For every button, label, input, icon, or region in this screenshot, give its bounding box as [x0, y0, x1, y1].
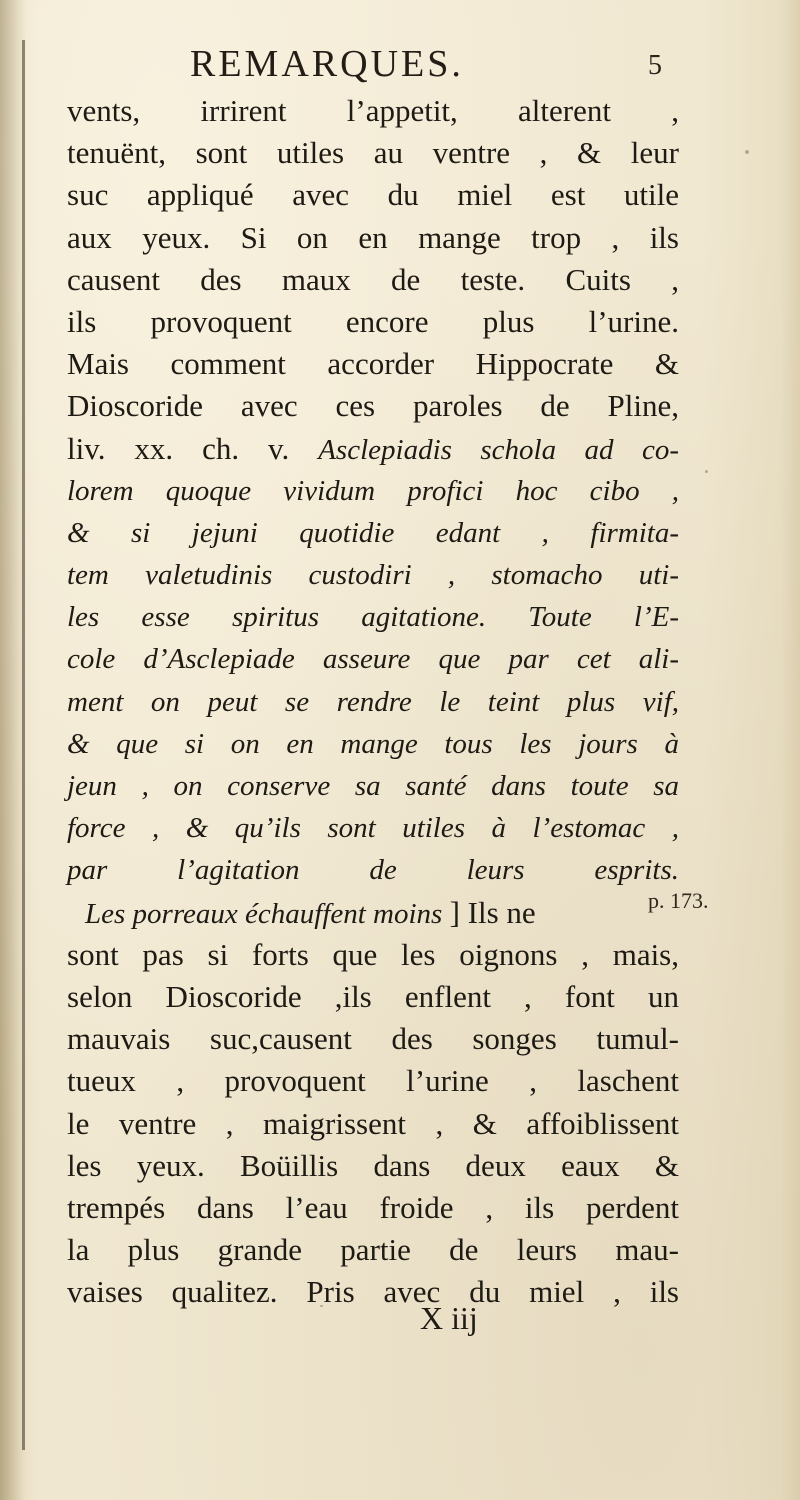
text-line: jeun , on conserve sa santé dans toute sa	[67, 770, 679, 802]
text-line: ment on peut se rendre le teint plus vif,	[67, 685, 679, 718]
paper-speck	[705, 470, 708, 473]
text-line: suc appliqué avec du miel est utile	[67, 177, 679, 213]
roman-segment: ] Ils ne	[449, 894, 536, 930]
body-text	[67, 90, 679, 1313]
text-line: vents, irrirent l’appetit, alterent ,	[67, 93, 679, 128]
text-line: selon Dioscoride ,ils enflent , font un	[67, 978, 679, 1014]
text-line: tueux , provoquent l’urine , laschent	[67, 1063, 679, 1099]
text-line: Dioscoride avec ces paroles de Pline,	[67, 388, 679, 424]
text-line: par l’agitation de leurs esprits.	[67, 854, 679, 887]
marginal-note: p. 173.	[648, 888, 709, 913]
text-line: les yeux. Boüillis dans deux eaux &	[67, 1147, 679, 1183]
text-line: cole d’Asclepiade asseure que par cet ali-	[67, 643, 679, 676]
text-line: Mais comment accorder Hippocrate &	[67, 346, 679, 382]
text-line: lorem quoque vividum profici hoc cibo ,	[67, 474, 679, 507]
roman-segment: liv. xx. ch. v.	[67, 430, 319, 466]
running-head: REMARQUES.	[190, 43, 464, 85]
text-line: tenuënt, sont utiles au ventre , & leur	[67, 135, 679, 171]
text-line: vaises qualitez. Pris avec du miel , ils	[67, 1274, 679, 1310]
paper-speck	[745, 150, 749, 154]
page-number: 5	[648, 50, 662, 81]
text-line: & si jejuni quotidie edant , firmita-	[67, 516, 679, 549]
text-line: les esse spiritus agitatione. Toute l’E-	[67, 601, 679, 634]
page-header	[0, 42, 800, 92]
text-line: ils provoquent encore plus l’urine.	[67, 303, 679, 339]
paper-speck	[320, 1305, 323, 1307]
text-line: trempés dans l’eau froide , ils perdent	[67, 1189, 679, 1225]
page-edge-rule	[22, 40, 25, 1450]
text-line: le ventre , maigrissent , & affoiblissent	[67, 1105, 679, 1141]
italic-segment: Les porreaux échauffent moins	[85, 897, 450, 930]
text-line: & que si on en mange tous les jours à	[67, 727, 679, 760]
text-line: aux yeux. Si on en mange trop , ils	[67, 219, 679, 255]
text-line	[67, 892, 679, 934]
text-line: tem valetudinis custodiri , stomacho uti-	[67, 559, 679, 592]
signature-mark: X iij	[420, 1300, 478, 1336]
text-line	[67, 428, 679, 470]
text-line: causent des maux de teste. Cuits ,	[67, 261, 679, 297]
italic-segment: Asclepiadis schola ad co-	[318, 433, 679, 466]
text-line: mauvais suc,causent des songes tumul-	[67, 1021, 679, 1057]
text-line: sont pas si forts que les oignons , mais,	[67, 936, 679, 972]
text-line: force , & qu’ils sont utiles à l’estomac ,	[67, 812, 679, 845]
text-line: la plus grande partie de leurs mau-	[67, 1232, 679, 1268]
